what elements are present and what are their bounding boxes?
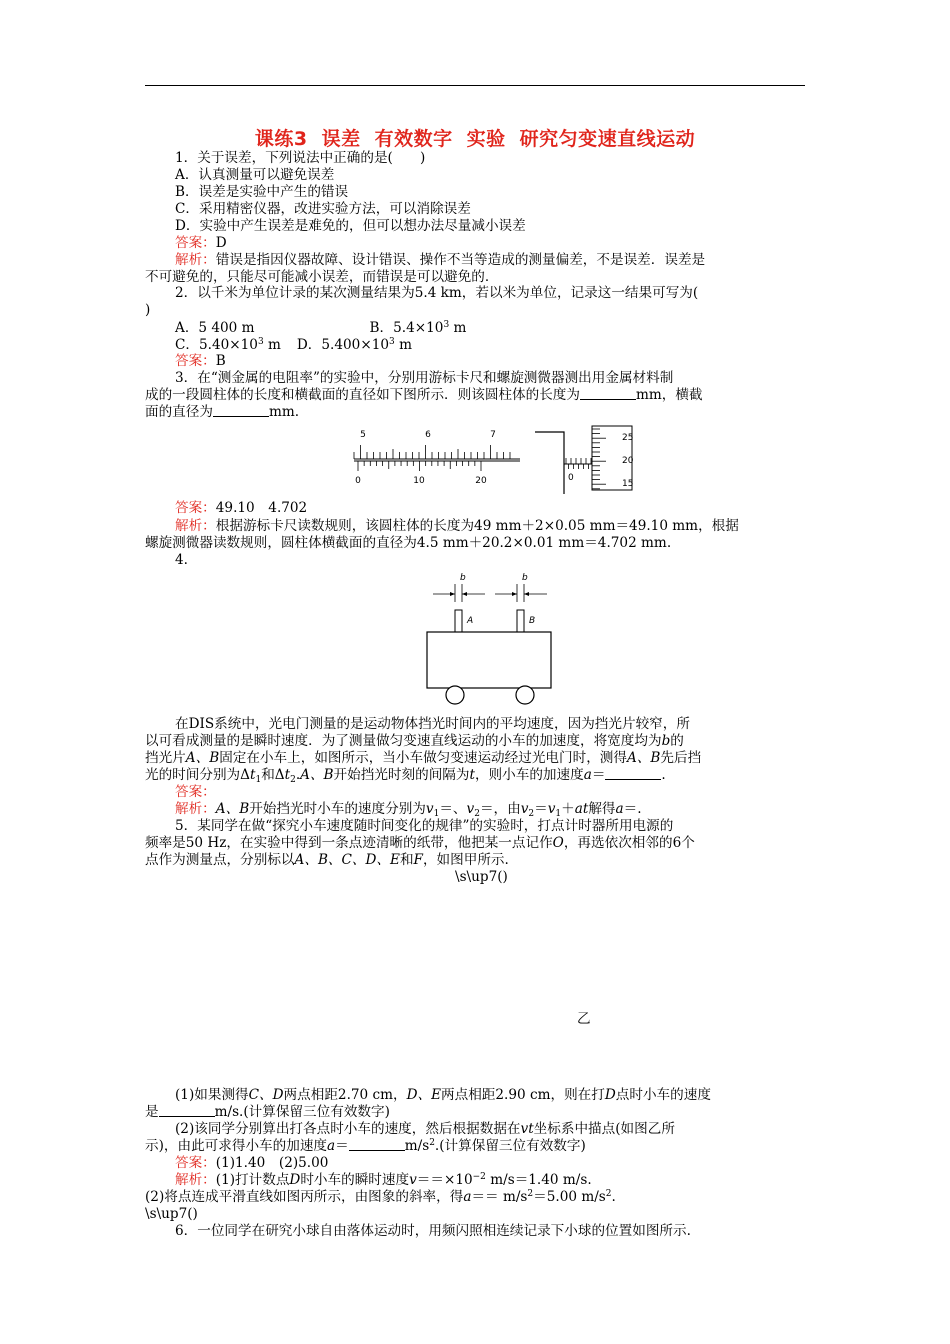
q3-stem: 3．在“测金属的电阻率”的实验中，分别用游标卡尺和螺旋测微器测出用金属材料制 bbox=[175, 370, 674, 386]
exponent: −2 bbox=[472, 1172, 486, 1182]
q4-var: v bbox=[520, 801, 529, 817]
q5-text: ＝5.00 m/s bbox=[533, 1189, 606, 1205]
exponent: 2 bbox=[605, 1189, 612, 1199]
q4-text: 挡光片 bbox=[145, 750, 186, 766]
cart-wheel bbox=[516, 686, 534, 704]
answer-blank bbox=[213, 404, 269, 417]
q4-var: A、B bbox=[215, 801, 250, 817]
q3-text: 成的一段圆柱体的长度和横截面的直径如下图所示．则该圆柱体的长度为 bbox=[145, 387, 580, 403]
q4-answer bbox=[145, 784, 840, 801]
q2-option-d bbox=[297, 337, 412, 353]
q5-text: 示)，由此可求得小车的加速度 bbox=[145, 1138, 328, 1154]
exponent: 3 bbox=[443, 320, 450, 330]
subscript: 1 bbox=[555, 809, 562, 819]
arrow-head bbox=[450, 592, 455, 596]
arrow-head bbox=[512, 592, 517, 596]
q5-line-1: 5．某同学在做“探究小车速度随时间变化的规律”的实验时，打点计时器所用电源的 bbox=[175, 818, 674, 834]
q4-var: A、B bbox=[185, 750, 220, 766]
subscript: 1 bbox=[255, 775, 262, 785]
q5-part2 bbox=[145, 1121, 840, 1138]
q5-analysis bbox=[145, 1172, 840, 1189]
q5-var: a bbox=[327, 1138, 336, 1154]
q1-option-d: D．实验中产生误差是难免的，但可以想办法尽量减小误差 bbox=[175, 218, 526, 234]
micrometer-label: 15 bbox=[622, 479, 634, 489]
q5-var: O bbox=[552, 835, 564, 851]
title-part: 研究匀变速直线运动 bbox=[519, 128, 696, 150]
title-part: 误差 bbox=[321, 128, 361, 150]
subscript: 2 bbox=[528, 809, 535, 819]
caliper-vernier-label: 0 bbox=[355, 476, 361, 486]
blocker-label-b: B bbox=[529, 616, 536, 626]
micrometer-label: 20 bbox=[622, 456, 634, 466]
q1-analysis bbox=[145, 252, 840, 269]
analysis-label: 解析： bbox=[175, 801, 216, 817]
answer-value: 49.10 4.702 bbox=[215, 500, 308, 516]
q5-var: v bbox=[409, 1172, 417, 1188]
q5-text: 频率是50 Hz，在实验中得到一条点迹清晰的纸带，他把某一点记作 bbox=[145, 835, 553, 851]
analysis-text: 错误是指因仪器故障、设计错误、操作不当等造成的测量偏差，不是误差．误差是 bbox=[215, 252, 706, 268]
q4-var: t bbox=[284, 767, 291, 783]
field-code: \s\up7() bbox=[455, 869, 508, 885]
q5-text: ＝＝ m/s bbox=[471, 1189, 528, 1205]
q1-option-b: B．误差是实验中产生的错误 bbox=[175, 184, 349, 200]
q4-analysis bbox=[145, 801, 840, 818]
arrow-head bbox=[462, 592, 467, 596]
q4-line-4 bbox=[145, 767, 810, 784]
q2-option-a: A．5 400 m bbox=[175, 320, 255, 336]
cart-body bbox=[427, 632, 551, 688]
micrometer-label: 25 bbox=[622, 433, 634, 443]
q3-analysis-cont: 螺旋测微器读数规则，圆柱体横截面的直径为4.5 mm＋20.2×0.01 mm＝4.702 mm. bbox=[145, 535, 672, 551]
micrometer-zero-label: 0 bbox=[568, 473, 574, 483]
q2-stem: 2．以千米为单位计录的某次测量结果为5.4 km，若以米为单位，记录这一结果可写为( bbox=[175, 285, 699, 301]
answer-blank bbox=[580, 387, 636, 400]
micrometer-figure bbox=[530, 424, 640, 494]
subscript: 2 bbox=[290, 775, 296, 785]
q5-text: 点时小车的速度 bbox=[615, 1087, 711, 1103]
answer-blank bbox=[159, 1104, 215, 1117]
q4-text: 固定在小车上，如图所示，当小车做匀变速运动经过光电门时，测得 bbox=[219, 750, 627, 766]
q5-var: t bbox=[528, 1121, 534, 1137]
top-rule bbox=[145, 85, 805, 86]
q1-answer bbox=[145, 235, 840, 252]
blocker-label-a: A bbox=[467, 616, 474, 626]
q2-stem-cont: ) bbox=[145, 302, 151, 318]
q5-text: 和 bbox=[399, 852, 414, 868]
q1-option-c: C．采用精密仪器，改进实验方法，可以消除误差 bbox=[175, 201, 471, 217]
q4-text: ＝，由 bbox=[479, 801, 521, 817]
q6-line-1: 6．一位同学在研究小球自由落体运动时，用频闪照相连续记录下小球的位置如图所示. bbox=[175, 1223, 691, 1239]
q5-text: ，如图甲所示. bbox=[422, 852, 509, 868]
unit: m bbox=[449, 320, 467, 336]
q5-line-3 bbox=[145, 852, 810, 869]
q4-text: . bbox=[295, 767, 301, 783]
caliper-vernier-label: 20 bbox=[475, 476, 487, 486]
answer-label: 答案： bbox=[175, 1155, 216, 1171]
caliper-main-label: 5 bbox=[360, 430, 366, 440]
caliper-main-label: 6 bbox=[425, 430, 431, 440]
caliper-main-label: 7 bbox=[490, 430, 496, 440]
figure-label-yi: 乙 bbox=[577, 1011, 591, 1027]
q4-var: A、B bbox=[300, 767, 334, 783]
exponent: 3 bbox=[257, 337, 264, 347]
q5-text: (2)该同学分别算出打各点时小车的速度，然后根据数据在 bbox=[175, 1121, 521, 1137]
cart-wheel bbox=[446, 686, 464, 704]
q5-text: 时小车的瞬时速度 bbox=[300, 1172, 410, 1188]
q5-part1-cont bbox=[145, 1104, 810, 1121]
q4-var: t bbox=[249, 767, 256, 783]
q5-var: D bbox=[289, 1172, 301, 1188]
q3-text: mm. bbox=[268, 404, 300, 420]
q5-var: C、D bbox=[248, 1087, 284, 1103]
caliper-main-scale bbox=[354, 445, 510, 459]
q3-text: mm，横截 bbox=[636, 387, 703, 403]
q5-text: (2)将点连成平滑直线如图丙所示，由图象的斜率，得 bbox=[145, 1189, 464, 1205]
cart-figure bbox=[425, 570, 555, 705]
q4-text: ＝ bbox=[591, 767, 606, 783]
q3-stem-cont2 bbox=[145, 404, 810, 421]
q5-var: a bbox=[463, 1189, 472, 1205]
q5-var: v bbox=[520, 1121, 529, 1137]
q4-var: t bbox=[469, 767, 475, 783]
q5-analysis-2 bbox=[145, 1189, 810, 1206]
q2-option-b bbox=[370, 320, 467, 336]
exponent: 2 bbox=[429, 1138, 435, 1148]
q4-text: ＋ bbox=[561, 801, 575, 817]
answer-label: 答案： bbox=[175, 353, 216, 369]
q5-part1 bbox=[145, 1087, 840, 1104]
q4-text: ＝ bbox=[534, 801, 548, 817]
q1-option-a: A．认真测量可以避免误差 bbox=[175, 167, 335, 183]
q5-part2-cont bbox=[145, 1138, 810, 1155]
q5-text: m/s＝1.40 m/s. bbox=[485, 1172, 592, 1188]
arrow-head bbox=[524, 592, 529, 596]
q3-analysis bbox=[145, 518, 840, 535]
title-part: 实验 bbox=[466, 128, 506, 150]
analysis-text: 根据游标卡尺读数规则，该圆柱体的长度为49 mm＋2×0.05 mm＝49.10 mm，根据 bbox=[215, 518, 739, 534]
q4-text: 开始挡光时刻的间隔为 bbox=[333, 767, 470, 783]
q4-text: 以可看成测量的是瞬时速度．为了测量做匀变速直线运动的小车的加速度，将宽度均为 bbox=[145, 733, 662, 749]
q4-var: A、B bbox=[627, 750, 661, 766]
unit: m bbox=[263, 337, 281, 353]
q4-text: 先后挡 bbox=[660, 750, 702, 766]
q5-text: 点作为测量点，分别标以 bbox=[145, 852, 295, 868]
q4-text: ＝、 bbox=[439, 801, 467, 817]
field-code-2: \s\up7() bbox=[145, 1206, 198, 1222]
caliper-vernier-scale bbox=[358, 461, 481, 471]
answer-label: 答案： bbox=[175, 500, 216, 516]
exponent: 3 bbox=[389, 337, 395, 347]
q3-answer bbox=[145, 500, 840, 517]
q5-var: A、B、C、D、E bbox=[294, 852, 400, 868]
q5-var: D、E bbox=[406, 1087, 442, 1103]
q5-text: (1)如果测得 bbox=[175, 1087, 249, 1103]
q4-var: at bbox=[574, 801, 589, 817]
q5-var: D bbox=[604, 1087, 616, 1103]
q5-line-2 bbox=[145, 835, 810, 852]
q5-var: F bbox=[413, 852, 423, 868]
q4-text: 解得 bbox=[588, 801, 616, 817]
caliper-vernier-label: 10 bbox=[413, 476, 425, 486]
q5-text: 两点相距2.70 cm， bbox=[283, 1087, 407, 1103]
q4-text: 光的时间分别为Δ bbox=[145, 767, 250, 783]
analysis-label: 解析： bbox=[175, 518, 216, 534]
q5-text: 两点相距2.90 cm，则在打 bbox=[441, 1087, 605, 1103]
q4-var: a bbox=[583, 767, 592, 783]
title-part: 有效数字 bbox=[374, 128, 453, 150]
q4-var: v bbox=[425, 801, 434, 817]
width-label-b: b bbox=[522, 573, 528, 583]
exponent: 2 bbox=[527, 1189, 534, 1199]
q4-text: 和Δ bbox=[261, 767, 285, 783]
unit: m bbox=[394, 337, 412, 353]
light-blocker-a bbox=[455, 610, 462, 632]
q3-stem-cont bbox=[145, 387, 810, 404]
answer-value: (1)1.40 (2)5.00 bbox=[215, 1155, 329, 1171]
width-label-b: b bbox=[460, 573, 466, 583]
q2-option-d-text: D．5.400×10 bbox=[296, 337, 390, 353]
q5-text: 是 bbox=[145, 1104, 159, 1120]
q4-line-3 bbox=[145, 750, 810, 767]
q3-text: 面的直径为 bbox=[145, 404, 213, 420]
q2-option-c-text: C．5.40×10 bbox=[175, 337, 258, 353]
q4-text: 开始挡光时小车的速度分别为 bbox=[249, 801, 426, 817]
q4-var: v bbox=[466, 801, 475, 817]
q2-options-cd bbox=[145, 337, 840, 354]
vernier-caliper-figure bbox=[350, 426, 525, 488]
q4-line-2 bbox=[145, 733, 810, 750]
answer-value: D bbox=[215, 235, 227, 251]
q4-var: b bbox=[661, 733, 671, 749]
q5-text: ＝＝×10 bbox=[416, 1172, 473, 1188]
q2-option-c bbox=[175, 337, 281, 353]
micrometer-frame bbox=[535, 432, 564, 494]
q5-text: (1)打计数点 bbox=[215, 1172, 290, 1188]
q4-text: . bbox=[661, 767, 666, 783]
q5-text: m/s bbox=[404, 1138, 430, 1154]
q2-answer bbox=[145, 353, 840, 370]
q2-options-ab bbox=[145, 320, 840, 337]
answer-label: 答案： bbox=[175, 784, 216, 800]
q5-text: . bbox=[611, 1189, 616, 1205]
subscript: 1 bbox=[433, 809, 440, 819]
title-part: 课练3 bbox=[254, 128, 308, 150]
q4-line-1: 在DIS系统中，光电门测量的是运动物体挡光时间内的平均速度，因为挡光片较窄，所 bbox=[175, 716, 690, 732]
q1-analysis-cont: 不可避免的，只能尽可能减小误差，而错误是可以避免的． bbox=[145, 269, 499, 285]
q1-stem: 1．关于误差，下列说法中正确的是( ) bbox=[175, 150, 426, 166]
q5-text: ＝ bbox=[335, 1138, 349, 1154]
answer-blank bbox=[605, 767, 661, 780]
answer-value: B bbox=[215, 353, 226, 369]
q4-text: 的 bbox=[670, 733, 684, 749]
q5-text: 坐标系中描点(如图乙所 bbox=[533, 1121, 675, 1137]
q5-answer bbox=[145, 1155, 840, 1172]
subscript: 2 bbox=[474, 809, 480, 819]
analysis-label: 解析： bbox=[175, 1172, 216, 1188]
answer-blank bbox=[349, 1138, 405, 1151]
analysis-label: 解析： bbox=[175, 252, 216, 268]
q5-text: .(计算保留三位有效数字) bbox=[434, 1138, 586, 1154]
q4-text: ，则小车的加速度 bbox=[474, 767, 584, 783]
q5-text: ，再选依次相邻的6个 bbox=[563, 835, 695, 851]
q4-var: v bbox=[547, 801, 556, 817]
q2-option-b-text: B．5.4×10 bbox=[369, 320, 444, 336]
answer-label: 答案： bbox=[175, 235, 216, 251]
q4-number: 4. bbox=[175, 552, 188, 568]
q4-var: a bbox=[615, 801, 624, 817]
q4-text: ＝. bbox=[623, 801, 642, 817]
page-title bbox=[0, 124, 950, 151]
light-blocker-b bbox=[517, 610, 524, 632]
q5-text: m/s.(计算保留三位有效数字) bbox=[214, 1104, 390, 1120]
